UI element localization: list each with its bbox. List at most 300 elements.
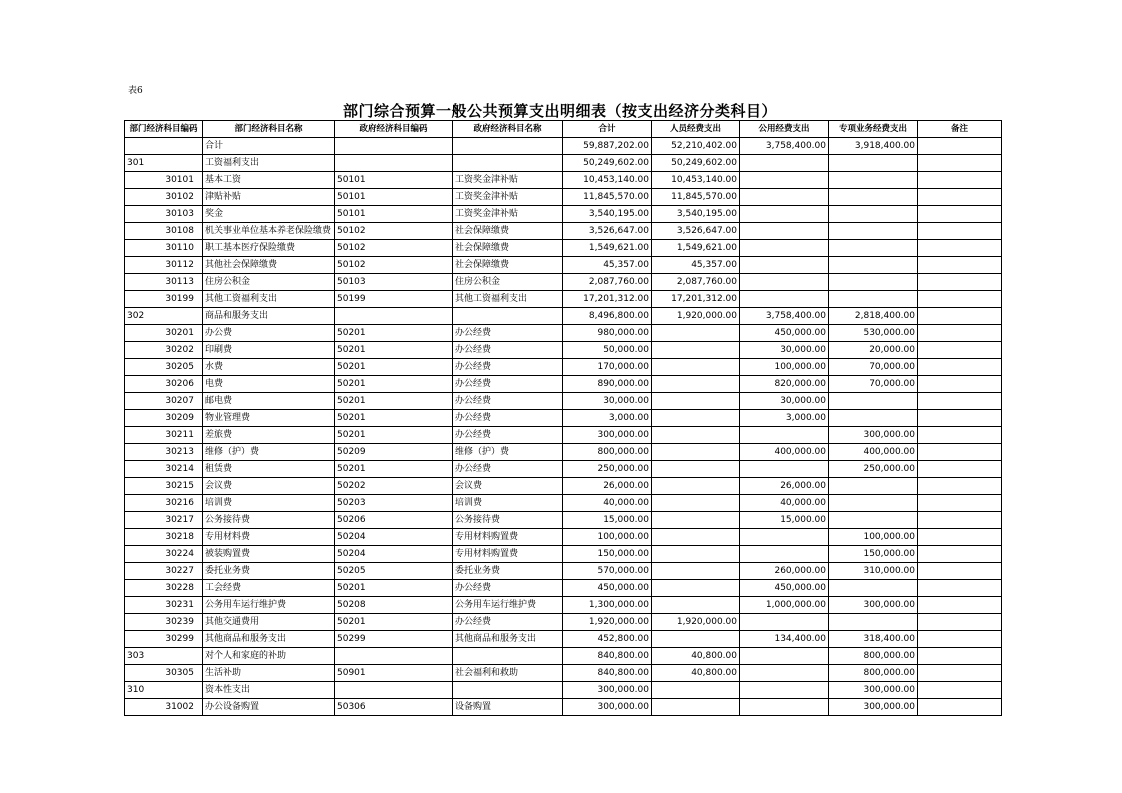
note-cell [918,529,1002,546]
gov-name-cell: 办公经费 [453,325,563,342]
table-label: 表6 [128,86,143,96]
gov-code-cell: 50201 [335,325,453,342]
gov-name-cell: 办公经费 [453,393,563,410]
table-row [125,682,1002,699]
gov-name-cell: 其他商品和服务支出 [453,631,563,648]
gov-code-cell [335,648,453,665]
econ-name-cell: 电费 [203,376,335,393]
personnel-cell: 3,526,647.00 [652,223,740,240]
public-cell: 26,000.00 [740,478,829,495]
personnel-cell [652,359,740,376]
column-header: 政府经济科目名称 [453,121,563,138]
special-cell: 310,000.00 [829,563,918,580]
public-cell: 1,000,000.00 [740,597,829,614]
gov-name-cell: 社会福利和救助 [453,665,563,682]
public-cell [740,546,829,563]
special-cell [829,478,918,495]
total-cell: 45,357.00 [563,257,652,274]
personnel-cell: 40,800.00 [652,648,740,665]
public-cell [740,274,829,291]
econ-code-cell: 30209 [125,410,203,427]
total-cell: 10,453,140.00 [563,172,652,189]
gov-name-cell: 社会保障缴费 [453,223,563,240]
gov-code-cell: 50209 [335,444,453,461]
special-cell [829,155,918,172]
table-row [125,308,1002,325]
special-cell: 250,000.00 [829,461,918,478]
gov-name-cell: 办公经费 [453,461,563,478]
econ-name-cell: 其他交通费用 [203,614,335,631]
gov-name-cell: 设备购置 [453,699,563,716]
special-cell [829,614,918,631]
gov-code-cell: 50201 [335,359,453,376]
special-cell: 2,818,400.00 [829,308,918,325]
total-cell: 840,800.00 [563,665,652,682]
personnel-cell [652,325,740,342]
public-cell: 820,000.00 [740,376,829,393]
public-cell: 100,000.00 [740,359,829,376]
gov-code-cell [335,682,453,699]
econ-code-cell: 30211 [125,427,203,444]
column-header: 部门经济科目名称 [203,121,335,138]
econ-code-cell: 30101 [125,172,203,189]
gov-name-cell: 办公经费 [453,410,563,427]
note-cell [918,206,1002,223]
gov-name-cell: 工资奖金津补贴 [453,206,563,223]
econ-code-cell [125,138,203,155]
table-row [125,240,1002,257]
special-cell: 300,000.00 [829,682,918,699]
total-cell: 26,000.00 [563,478,652,495]
table-row [125,189,1002,206]
total-cell: 40,000.00 [563,495,652,512]
total-cell: 890,000.00 [563,376,652,393]
personnel-cell [652,495,740,512]
note-cell [918,376,1002,393]
total-cell: 3,540,195.00 [563,206,652,223]
econ-name-cell: 其他工资福利支出 [203,291,335,308]
econ-code-cell: 30201 [125,325,203,342]
note-cell [918,699,1002,716]
gov-name-cell: 办公经费 [453,342,563,359]
gov-name-cell: 公务用车运行维护费 [453,597,563,614]
public-cell: 15,000.00 [740,512,829,529]
table-row [125,359,1002,376]
note-cell [918,257,1002,274]
total-cell: 300,000.00 [563,427,652,444]
note-cell [918,614,1002,631]
total-cell: 3,526,647.00 [563,223,652,240]
note-cell [918,461,1002,478]
gov-name-cell: 住房公积金 [453,274,563,291]
table-row [125,274,1002,291]
special-cell: 150,000.00 [829,546,918,563]
gov-code-cell: 50201 [335,410,453,427]
table-row [125,529,1002,546]
note-cell [918,359,1002,376]
table-row [125,155,1002,172]
personnel-cell [652,682,740,699]
special-cell: 70,000.00 [829,376,918,393]
note-cell [918,478,1002,495]
econ-name-cell: 培训费 [203,495,335,512]
table-row [125,291,1002,308]
personnel-cell [652,376,740,393]
personnel-cell [652,478,740,495]
econ-name-cell: 职工基本医疗保险缴费 [203,240,335,257]
gov-code-cell: 50201 [335,614,453,631]
gov-code-cell: 50201 [335,393,453,410]
table-row [125,461,1002,478]
special-cell [829,291,918,308]
total-cell: 100,000.00 [563,529,652,546]
total-cell: 1,300,000.00 [563,597,652,614]
gov-code-cell: 50201 [335,342,453,359]
gov-code-cell: 50201 [335,580,453,597]
econ-code-cell: 30112 [125,257,203,274]
gov-code-cell: 50101 [335,189,453,206]
public-cell: 260,000.00 [740,563,829,580]
gov-code-cell: 50199 [335,291,453,308]
special-cell [829,580,918,597]
gov-name-cell [453,308,563,325]
column-header: 政府经济科目编码 [335,121,453,138]
note-cell [918,138,1002,155]
econ-code-cell: 30110 [125,240,203,257]
table-row [125,376,1002,393]
econ-name-cell: 水费 [203,359,335,376]
econ-name-cell: 专用材料费 [203,529,335,546]
table-row [125,257,1002,274]
gov-name-cell: 办公经费 [453,427,563,444]
table-row [125,563,1002,580]
special-cell: 20,000.00 [829,342,918,359]
gov-code-cell: 50101 [335,206,453,223]
econ-name-cell: 委托业务费 [203,563,335,580]
public-cell [740,223,829,240]
special-cell [829,495,918,512]
table-row [125,444,1002,461]
gov-code-cell: 50102 [335,223,453,240]
personnel-cell: 45,357.00 [652,257,740,274]
econ-name-cell: 其他社会保障缴费 [203,257,335,274]
note-cell [918,427,1002,444]
total-cell: 3,000.00 [563,410,652,427]
note-cell [918,410,1002,427]
public-cell [740,189,829,206]
public-cell: 3,758,400.00 [740,308,829,325]
note-cell [918,325,1002,342]
gov-name-cell [453,682,563,699]
gov-name-cell: 办公经费 [453,614,563,631]
special-cell: 300,000.00 [829,427,918,444]
gov-name-cell: 公务接待费 [453,512,563,529]
gov-name-cell: 社会保障缴费 [453,257,563,274]
personnel-cell [652,580,740,597]
personnel-cell: 1,549,621.00 [652,240,740,257]
personnel-cell [652,393,740,410]
public-cell [740,427,829,444]
note-cell [918,546,1002,563]
public-cell: 400,000.00 [740,444,829,461]
total-cell: 980,000.00 [563,325,652,342]
table-row [125,393,1002,410]
econ-code-cell: 30108 [125,223,203,240]
total-cell: 452,800.00 [563,631,652,648]
econ-name-cell: 住房公积金 [203,274,335,291]
special-cell [829,410,918,427]
public-cell [740,699,829,716]
public-cell: 450,000.00 [740,325,829,342]
econ-code-cell: 30227 [125,563,203,580]
public-cell [740,648,829,665]
table-row [125,546,1002,563]
total-cell: 50,249,602.00 [563,155,652,172]
table-row [125,597,1002,614]
econ-name-cell: 对个人和家庭的补助 [203,648,335,665]
total-cell: 800,000.00 [563,444,652,461]
special-cell: 318,400.00 [829,631,918,648]
public-cell [740,172,829,189]
note-cell [918,223,1002,240]
total-cell: 250,000.00 [563,461,652,478]
econ-code-cell: 30305 [125,665,203,682]
special-cell [829,240,918,257]
econ-name-cell: 机关事业单位基本养老保险缴费 [203,223,335,240]
table-row [125,614,1002,631]
econ-code-cell: 30299 [125,631,203,648]
column-header: 合计 [563,121,652,138]
note-cell [918,631,1002,648]
total-cell: 11,845,570.00 [563,189,652,206]
econ-code-cell: 30207 [125,393,203,410]
column-header: 公用经费支出 [740,121,829,138]
personnel-cell: 3,540,195.00 [652,206,740,223]
public-cell: 134,400.00 [740,631,829,648]
table-row [125,223,1002,240]
gov-code-cell: 50201 [335,376,453,393]
special-cell: 400,000.00 [829,444,918,461]
column-header: 备注 [918,121,1002,138]
econ-name-cell: 公务用车运行维护费 [203,597,335,614]
econ-code-cell: 30206 [125,376,203,393]
econ-name-cell: 生活补助 [203,665,335,682]
total-cell: 170,000.00 [563,359,652,376]
table-row [125,478,1002,495]
special-cell: 3,918,400.00 [829,138,918,155]
gov-name-cell: 专用材料购置费 [453,529,563,546]
public-cell [740,682,829,699]
table-row [125,325,1002,342]
note-cell [918,291,1002,308]
gov-name-cell [453,648,563,665]
special-cell [829,189,918,206]
gov-name-cell: 社会保障缴费 [453,240,563,257]
special-cell [829,172,918,189]
table-row [125,648,1002,665]
personnel-cell: 40,800.00 [652,665,740,682]
personnel-cell: 11,845,570.00 [652,189,740,206]
special-cell [829,206,918,223]
econ-name-cell: 维修（护）费 [203,444,335,461]
gov-name-cell: 其他工资福利支出 [453,291,563,308]
note-cell [918,444,1002,461]
econ-name-cell: 办公设备购置 [203,699,335,716]
econ-name-cell: 办公费 [203,325,335,342]
special-cell [829,223,918,240]
gov-name-cell: 委托业务费 [453,563,563,580]
econ-code-cell: 310 [125,682,203,699]
public-cell [740,257,829,274]
econ-code-cell: 30217 [125,512,203,529]
gov-code-cell [335,138,453,155]
public-cell: 3,000.00 [740,410,829,427]
econ-code-cell: 30214 [125,461,203,478]
personnel-cell: 10,453,140.00 [652,172,740,189]
econ-name-cell: 基本工资 [203,172,335,189]
gov-name-cell [453,138,563,155]
table-row [125,138,1002,155]
econ-name-cell: 合计 [203,138,335,155]
public-cell [740,291,829,308]
total-cell: 300,000.00 [563,699,652,716]
personnel-cell [652,410,740,427]
gov-name-cell: 工资奖金津补贴 [453,189,563,206]
econ-code-cell: 30218 [125,529,203,546]
table-row [125,699,1002,716]
public-cell [740,240,829,257]
econ-name-cell: 物业管理费 [203,410,335,427]
econ-code-cell: 30199 [125,291,203,308]
econ-code-cell: 30231 [125,597,203,614]
total-cell: 300,000.00 [563,682,652,699]
econ-code-cell: 30228 [125,580,203,597]
note-cell [918,308,1002,325]
total-cell: 1,549,621.00 [563,240,652,257]
gov-name-cell: 办公经费 [453,580,563,597]
gov-name-cell: 工资奖金津补贴 [453,172,563,189]
expenditure-table [124,120,1002,716]
public-cell: 450,000.00 [740,580,829,597]
personnel-cell: 52,210,402.00 [652,138,740,155]
gov-code-cell: 50103 [335,274,453,291]
total-cell: 2,087,760.00 [563,274,652,291]
gov-code-cell [335,308,453,325]
personnel-cell [652,427,740,444]
note-cell [918,682,1002,699]
total-cell: 150,000.00 [563,546,652,563]
econ-code-cell: 30103 [125,206,203,223]
gov-code-cell: 50204 [335,529,453,546]
gov-code-cell: 50204 [335,546,453,563]
econ-name-cell: 邮电费 [203,393,335,410]
total-cell: 840,800.00 [563,648,652,665]
special-cell [829,257,918,274]
public-cell: 30,000.00 [740,342,829,359]
note-cell [918,580,1002,597]
econ-code-cell: 31002 [125,699,203,716]
table-row [125,495,1002,512]
total-cell: 8,496,800.00 [563,308,652,325]
special-cell: 100,000.00 [829,529,918,546]
gov-name-cell: 会议费 [453,478,563,495]
note-cell [918,189,1002,206]
econ-code-cell: 30215 [125,478,203,495]
table-row [125,206,1002,223]
econ-code-cell: 30224 [125,546,203,563]
note-cell [918,274,1002,291]
special-cell: 70,000.00 [829,359,918,376]
total-cell: 450,000.00 [563,580,652,597]
personnel-cell [652,444,740,461]
econ-code-cell: 30205 [125,359,203,376]
gov-code-cell: 50306 [335,699,453,716]
gov-code-cell: 50102 [335,257,453,274]
gov-code-cell [335,155,453,172]
econ-name-cell: 印刷费 [203,342,335,359]
personnel-cell: 2,087,760.00 [652,274,740,291]
special-cell: 530,000.00 [829,325,918,342]
gov-code-cell: 50202 [335,478,453,495]
total-cell: 15,000.00 [563,512,652,529]
special-cell [829,512,918,529]
special-cell: 800,000.00 [829,648,918,665]
public-cell [740,155,829,172]
econ-name-cell: 商品和服务支出 [203,308,335,325]
special-cell: 300,000.00 [829,699,918,716]
econ-name-cell: 其他商品和服务支出 [203,631,335,648]
note-cell [918,648,1002,665]
gov-code-cell: 50201 [335,461,453,478]
table-row [125,427,1002,444]
personnel-cell [652,631,740,648]
total-cell: 50,000.00 [563,342,652,359]
table-row [125,342,1002,359]
econ-code-cell: 30102 [125,189,203,206]
econ-name-cell: 差旅费 [203,427,335,444]
personnel-cell [652,699,740,716]
note-cell [918,495,1002,512]
total-cell: 1,920,000.00 [563,614,652,631]
total-cell: 17,201,312.00 [563,291,652,308]
table-row [125,665,1002,682]
column-header: 部门经济科目编码 [125,121,203,138]
table-header-row [125,121,1002,138]
table-body [125,138,1002,716]
personnel-cell [652,563,740,580]
special-cell: 800,000.00 [829,665,918,682]
econ-name-cell: 公务接待费 [203,512,335,529]
personnel-cell [652,342,740,359]
table-row [125,410,1002,427]
econ-name-cell: 租赁费 [203,461,335,478]
public-cell: 40,000.00 [740,495,829,512]
gov-code-cell: 50208 [335,597,453,614]
personnel-cell [652,461,740,478]
page-title: 部门综合预算一般公共预算支出明细表（按支出经济分类科目） [342,102,777,120]
total-cell: 59,887,202.00 [563,138,652,155]
econ-code-cell: 301 [125,155,203,172]
personnel-cell [652,546,740,563]
personnel-cell [652,597,740,614]
gov-code-cell: 50901 [335,665,453,682]
special-cell: 300,000.00 [829,597,918,614]
special-cell [829,393,918,410]
column-header: 专项业务经费支出 [829,121,918,138]
econ-name-cell: 津贴补贴 [203,189,335,206]
gov-code-cell: 50206 [335,512,453,529]
note-cell [918,393,1002,410]
